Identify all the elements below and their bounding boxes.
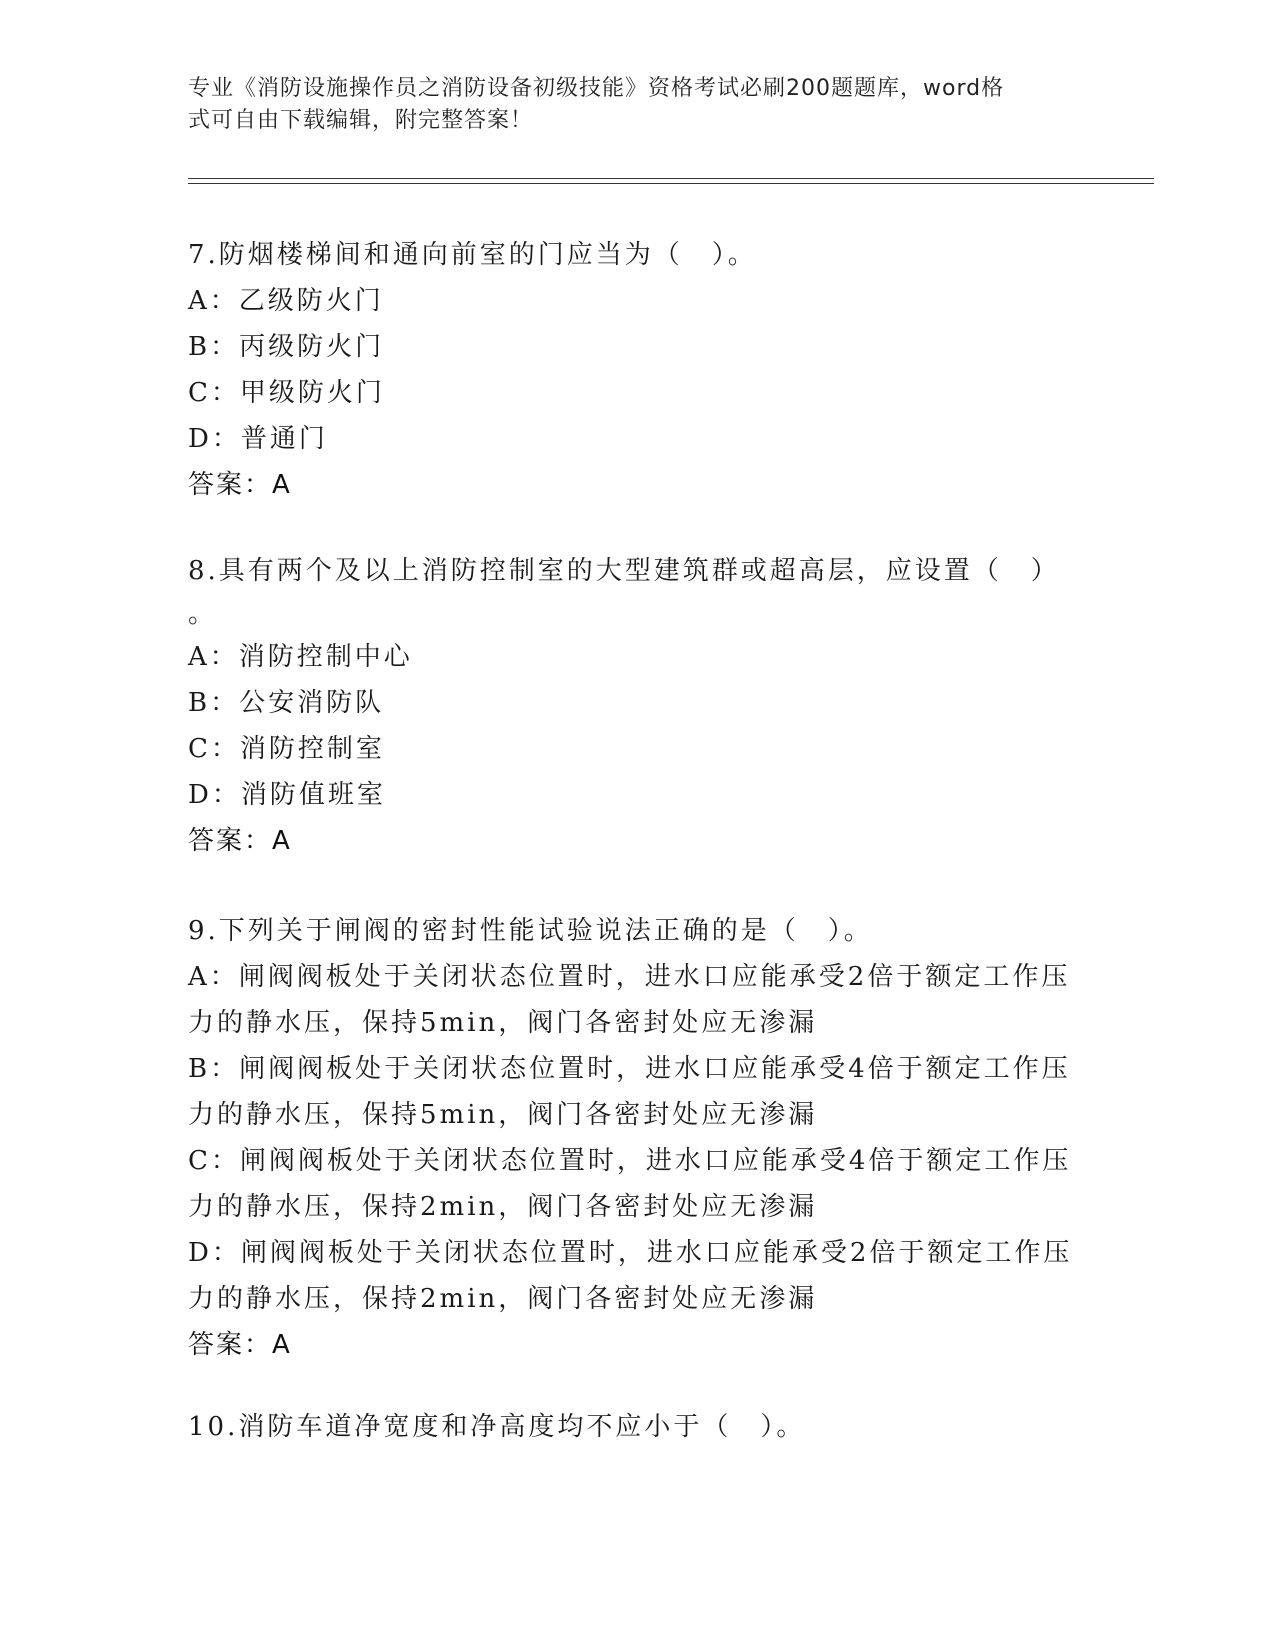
option-d (188, 1230, 1073, 1322)
question-7 (188, 232, 1068, 508)
question-stem: 9.下列关于闸阀的密封性能试验说法正确的是（ ）。 (188, 916, 873, 946)
option-c: C：甲级防火门 (188, 378, 385, 408)
question-10 (188, 1404, 1068, 1450)
answer-label: 答案：A (188, 826, 292, 856)
question-8 (188, 548, 1068, 864)
header-divider-bottom (188, 183, 1154, 184)
answer-label: 答案：A (188, 470, 292, 500)
header-line-1: 专业《消防设施操作员之消防设备初级技能》资格考试必刷200题题库，word格 (188, 76, 1005, 101)
option-c (188, 1138, 1072, 1230)
option-a (188, 954, 1071, 1046)
option-c-line-1: C：闸阀阀板处于关闭状态位置时，进水口应能承受4倍于额定工作压 (188, 1146, 1072, 1176)
option-d-line-2: 力的静水压，保持2min，阀门各密封处应无渗漏 (188, 1284, 818, 1314)
option-b: B：丙级防火门 (188, 332, 385, 362)
option-d-line-1: D：闸阀阀板处于关闭状态位置时，进水口应能承受2倍于额定工作压 (188, 1238, 1073, 1268)
option-b: B：公安消防队 (188, 688, 385, 718)
option-b-line-1: B：闸阀阀板处于关闭状态位置时，进水口应能承受4倍于额定工作压 (188, 1054, 1071, 1084)
question-stem: 7.防烟楼梯间和通向前室的门应当为（ ）。 (188, 240, 757, 270)
question-stem: 8.具有两个及以上消防控制室的大型建筑群或超高层，应设置（ ） (188, 556, 1060, 586)
option-a: A：消防控制中心 (188, 642, 413, 672)
question-stem-continuation: 。 (188, 599, 218, 629)
question-9 (188, 908, 1073, 1368)
option-b (188, 1046, 1071, 1138)
option-a: A：乙级防火门 (188, 286, 384, 316)
option-c-line-2: 力的静水压，保持2min，阀门各密封处应无渗漏 (188, 1192, 818, 1222)
option-c: C：消防控制室 (188, 734, 385, 764)
option-d: D：普通门 (188, 424, 328, 454)
option-a-line-1: A：闸阀阀板处于关闭状态位置时，进水口应能承受2倍于额定工作压 (188, 962, 1071, 992)
document-header (188, 73, 1068, 137)
option-b-line-2: 力的静水压，保持5min，阀门各密封处应无渗漏 (188, 1100, 818, 1130)
option-d: D：消防值班室 (188, 780, 386, 810)
option-a-line-2: 力的静水压，保持5min，阀门各密封处应无渗漏 (188, 1008, 818, 1038)
header-divider-top (188, 178, 1154, 179)
answer-label: 答案：A (188, 1330, 292, 1360)
question-stem: 10.消防车道净宽度和净高度均不应小于（ ）。 (188, 1412, 806, 1442)
header-line-2: 式可自由下载编辑，附完整答案！ (188, 108, 534, 133)
